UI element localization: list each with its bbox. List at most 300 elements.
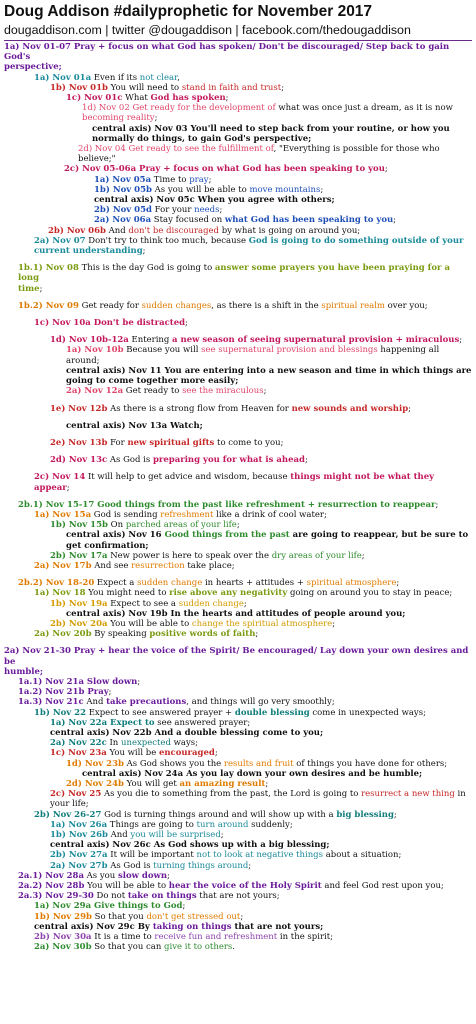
outline-line xyxy=(4,124,472,134)
outline-text: New power is here to speak over the xyxy=(107,550,272,561)
outline-line xyxy=(4,144,472,154)
outline-line xyxy=(4,609,472,619)
outline-text: ; xyxy=(142,246,146,257)
outline-text: ; xyxy=(263,386,267,397)
outline-line xyxy=(4,455,472,465)
outline-text: sudden change xyxy=(178,598,244,609)
outline-text: going on around you to stay in peace; xyxy=(287,588,453,599)
outline-line xyxy=(4,708,472,718)
outline-text: resurrect a new thing xyxy=(361,789,455,800)
outline-text: 1c) Nov 01c xyxy=(66,93,123,104)
outline-text: are going to reappear, but be sure to xyxy=(289,530,469,541)
outline-text: new sounds and worship xyxy=(291,403,409,414)
outline-line xyxy=(4,759,472,769)
outline-text: You will get xyxy=(123,779,180,789)
outline-text: 2d) Nov 04 Get ready to see the fulfillment of xyxy=(78,144,274,155)
outline-text: 1b) Nov 15b xyxy=(50,520,108,531)
outline-text: resurrection xyxy=(131,560,185,571)
outline-text: God is sending xyxy=(91,509,161,520)
outline-text: 1b) Nov 19a xyxy=(50,598,108,609)
outline-line xyxy=(4,738,472,748)
outline-text: ; xyxy=(393,215,397,226)
outline-text: As God is xyxy=(107,860,154,871)
outline-line xyxy=(4,728,472,738)
spacer xyxy=(4,414,472,421)
outline-text: 2a) Nov 27b xyxy=(50,860,108,871)
outline-line xyxy=(4,335,472,345)
outline-text: ; xyxy=(332,618,336,629)
outline-text: sudden changes xyxy=(141,300,212,311)
outline-text: in xyxy=(454,789,466,800)
outline-text: 1e) Nov 12b xyxy=(50,403,108,414)
outline-text: sudden change xyxy=(137,578,203,589)
spacer xyxy=(4,431,472,438)
outline-text: don't be discouraged xyxy=(128,225,219,236)
outline-text: your life; xyxy=(50,799,89,810)
outline-line xyxy=(4,376,472,386)
outline-text: like a drink of cool water; xyxy=(213,509,327,520)
outline-text: You might need to xyxy=(85,588,170,599)
outline-text: by what is going on around you; xyxy=(219,225,361,236)
outline-line xyxy=(4,820,472,830)
outline-line xyxy=(4,830,472,840)
outline-text: ; xyxy=(265,779,269,789)
outline-text: As God is xyxy=(107,455,153,466)
outline-line xyxy=(4,113,472,123)
outline-line xyxy=(4,134,472,144)
outline-line xyxy=(4,942,472,952)
outline-text: ; xyxy=(304,455,308,466)
outline-text: As there is a strong flow from Heaven for xyxy=(107,403,292,414)
outline-text: central axis) Nov 03 You'll need to step back from your routine, or how you xyxy=(92,123,450,134)
outline-text: Do not xyxy=(93,891,128,902)
outline-text: Expect a xyxy=(94,578,138,589)
outline-line xyxy=(4,687,472,697)
outline-line xyxy=(4,561,472,571)
outline-text: ; xyxy=(66,482,70,493)
outline-line xyxy=(4,922,472,932)
outline-line xyxy=(4,677,472,687)
outline-text: 2a.3) Nov 29-30 xyxy=(18,891,94,902)
outline-text: 1a.2) Nov 21b Pray xyxy=(18,687,109,698)
outline-text: you will be surprised xyxy=(130,830,221,841)
outline-text: ; xyxy=(255,629,259,640)
outline-line xyxy=(4,404,472,414)
outline-line xyxy=(4,520,472,530)
outline-text: ; xyxy=(240,911,244,922)
outline-line xyxy=(4,748,472,758)
outline-line xyxy=(4,356,472,366)
outline-text: On xyxy=(107,520,126,531)
outline-line xyxy=(4,62,472,72)
outline-text: of things you have done for others; xyxy=(293,758,448,769)
outline-line xyxy=(4,551,472,561)
outline-text: Entering xyxy=(128,335,173,346)
outline-text: And xyxy=(83,697,107,708)
outline-text: 2a.2) Nov 28b xyxy=(18,881,85,892)
outline-text: ; xyxy=(154,113,158,124)
outline-text: 2c) Nov 14 xyxy=(34,472,86,483)
outline-line xyxy=(4,226,472,236)
outline-line xyxy=(4,861,472,871)
outline-text: encouraged xyxy=(158,748,215,759)
outline-text: don't get stressed out xyxy=(146,911,241,922)
outline-text: 1a) Nov 29a Give things to God xyxy=(34,901,183,912)
outline-line xyxy=(4,646,472,666)
outline-line xyxy=(4,779,472,789)
outline-text: 2b) Nov 05d xyxy=(94,205,152,216)
outline-text: central axis) Nov 16 xyxy=(66,530,165,541)
outline-text: time xyxy=(18,283,40,294)
outline-text: You will be xyxy=(106,748,159,759)
outline-line xyxy=(4,42,472,62)
outline-line xyxy=(4,421,472,431)
outline-text: turn around xyxy=(196,819,249,830)
outline-text: change the spiritual atmosphere xyxy=(191,618,333,629)
outline-text: ; xyxy=(220,830,224,841)
outline-text: 2b.1) Nov 15-17 Good things from the past like refreshment + resurrection to reappear xyxy=(18,499,436,510)
outline-text: 1d) Nov 02 Get ready for the development of xyxy=(82,103,276,114)
outline-text: 1d) Nov 23b xyxy=(66,758,124,769)
outline-text: ; xyxy=(320,184,324,195)
outline-text: central axis) Nov 29c By xyxy=(34,921,153,932)
spacer xyxy=(4,397,472,404)
outline-text: give it to others xyxy=(164,942,233,953)
outline-text: 1a) Nov 18 xyxy=(34,588,86,599)
outline-line xyxy=(4,840,472,850)
outline-text: God is going to do something outside of your xyxy=(248,235,464,246)
outline-text: 2b.2) Nov 18-20 xyxy=(18,578,95,589)
outline-text: Time to xyxy=(151,174,190,185)
outline-text: You will be able to xyxy=(84,881,169,892)
spacer xyxy=(4,294,472,301)
outline-text: spiritual realm xyxy=(321,300,385,311)
outline-text: 2b) Nov 30a xyxy=(34,932,92,943)
outline-line xyxy=(4,83,472,93)
outline-line xyxy=(4,912,472,922)
outline-text: And see xyxy=(91,560,132,571)
outline-line xyxy=(4,850,472,860)
outline-line xyxy=(4,154,472,164)
outline-text: ; xyxy=(248,860,252,871)
outline-text: needs xyxy=(194,205,220,216)
outline-text: This is the day God is going to xyxy=(78,263,215,274)
outline-text: ; xyxy=(137,676,141,687)
outline-text: God has spoken xyxy=(150,93,226,104)
outline-text: central axis) Nov 26c As God shows up with a big blessing; xyxy=(50,840,330,851)
outline-text: refreshment xyxy=(160,509,214,520)
outline-text: spiritual atmosphere xyxy=(306,578,397,589)
outline-line xyxy=(4,541,472,551)
outline-text: ; xyxy=(219,205,223,216)
outline-line xyxy=(4,175,472,185)
outline-line xyxy=(4,500,472,510)
outline-line xyxy=(4,366,472,376)
outline-text: ; xyxy=(393,809,397,820)
outline-line xyxy=(4,195,472,205)
outline-line xyxy=(4,246,472,256)
outline-text: in hearts + attitudes + xyxy=(202,578,307,589)
outline-text: and feel God rest upon you; xyxy=(321,881,444,892)
outline-text: 2a.1) Nov 28a xyxy=(18,870,84,881)
outline-text: see answered prayer; xyxy=(154,717,251,728)
outline-text: Expect to see answered prayer + xyxy=(86,707,235,718)
outline-line xyxy=(4,345,472,355)
outline-text: 2a) Nov 17b xyxy=(34,560,92,571)
outline-text: 2c) Nov 25 xyxy=(50,789,102,800)
outline-text: And xyxy=(107,830,131,841)
outline-text: normally do things, to gain God's perspective; xyxy=(92,133,312,144)
outline-text: to come to you; xyxy=(214,437,284,448)
outline-text: what was once just a dream, as it is now xyxy=(275,103,453,114)
outline-line xyxy=(4,73,472,83)
outline-text: ; xyxy=(384,164,388,175)
outline-text: believe;" xyxy=(78,154,116,165)
outline-line xyxy=(4,318,472,328)
outline-text: that are not yours; xyxy=(196,891,280,902)
outline-text: current understanding xyxy=(34,246,143,257)
outline-text: see supernatural provision and blessings xyxy=(201,345,378,356)
spacer xyxy=(4,493,472,500)
outline-text: ; xyxy=(236,520,240,531)
outline-text: As you will be able to xyxy=(151,184,250,195)
outline-text: ; xyxy=(39,283,43,294)
outline-line xyxy=(4,185,472,195)
outline-text: ; xyxy=(108,687,112,698)
outline-text: ; xyxy=(243,598,247,609)
outline-text: 2a) Nov 22c xyxy=(50,738,107,749)
outline-text: ; xyxy=(225,93,229,104)
outline-text: stand in faith and trust xyxy=(181,82,282,93)
outline-text: 2b) Nov 26-27 xyxy=(34,809,102,820)
outline-text: 1c) Nov 23a xyxy=(50,748,107,759)
outline-text: around; xyxy=(66,355,100,366)
outline-text: unexpected xyxy=(121,738,171,749)
outline-text: Good things from the past xyxy=(164,530,290,541)
outline-text: . xyxy=(232,942,235,953)
outline-text: , "Everything is possible for those who xyxy=(273,144,440,155)
outline-text: suddenly; xyxy=(248,819,293,830)
outline-text: ; xyxy=(182,901,186,912)
outline-text: And xyxy=(105,225,129,236)
outline-text: in the spirit; xyxy=(277,932,334,943)
outline-text: turning things around xyxy=(153,860,249,871)
outline-line xyxy=(4,881,472,891)
outline-line xyxy=(4,530,472,540)
outline-line xyxy=(4,667,472,677)
outline-text: As you die to something from the past, the Lord is going to xyxy=(101,789,362,800)
outline-text: ; xyxy=(281,82,285,93)
outline-text: It will be important xyxy=(107,850,197,861)
outline-text: 1a.1) Nov 21a Slow down xyxy=(18,676,138,687)
outline-text: not to look at negative things xyxy=(196,850,323,861)
outline-text: 1b) Nov 05b xyxy=(94,184,152,195)
outline-line xyxy=(4,629,472,639)
outline-text: an amazing result xyxy=(179,779,266,789)
outline-line xyxy=(4,236,472,246)
outline-text: positive words of faith xyxy=(149,629,256,640)
outline-text: central axis) Nov 19b In the hearts and attitudes of people around you; xyxy=(66,608,406,619)
outline-text: come in unexpected ways; xyxy=(309,707,426,718)
outline-text: central axis) Nov 11 You are entering into a new season and time in which things are xyxy=(66,365,472,376)
outline-text: Expect to see a xyxy=(107,598,179,609)
outline-text: , and things will go very smoothly; xyxy=(186,697,335,708)
outline-text: 1b) Nov 22 xyxy=(34,707,87,718)
outline-text: receive fun and refreshment xyxy=(154,932,278,943)
outline-text: 1b) Nov 01b xyxy=(50,82,108,93)
outline-line xyxy=(4,619,472,629)
outline-text: 2a) Nov 30b xyxy=(34,942,92,953)
outline-text: 2b) Nov 06b xyxy=(48,225,106,236)
outline-text: 1b.2) Nov 09 xyxy=(18,300,79,311)
outline-line xyxy=(4,472,472,492)
outline-text: ; xyxy=(361,550,365,561)
outline-text: ; xyxy=(214,748,218,759)
outline-text: 1a) Nov 10b xyxy=(66,345,124,356)
outline-text: 1a) Nov 15a xyxy=(34,509,92,520)
outline-text: take on things xyxy=(127,891,197,902)
outline-text: 2c) Nov 05-06a Pray + focus on what God has been speaking to you xyxy=(64,164,385,175)
outline-text: take place; xyxy=(184,560,235,571)
outline-text: what God has been speaking to you xyxy=(224,215,394,226)
outline-line xyxy=(4,871,472,881)
outline-text: 2b) Nov 27a xyxy=(50,850,108,861)
outline-text: see the miraculous xyxy=(182,386,264,397)
outline-text: results and fruit xyxy=(223,758,294,769)
outline-line xyxy=(4,301,472,311)
outline-text: slow down xyxy=(117,870,168,881)
outline-text: For your xyxy=(151,205,195,216)
outline-line xyxy=(4,769,472,779)
outline-text: It will help to get advice and wisdom, because xyxy=(85,472,291,483)
outline-line xyxy=(4,891,472,901)
outline-text: 2d) Nov 13c xyxy=(50,455,108,466)
outline-line xyxy=(4,599,472,609)
outline-text: ; xyxy=(185,318,188,329)
page-title: Doug Addison #dailyprophetic for November 2017 xyxy=(4,3,373,20)
outline-text: big blessing xyxy=(336,809,394,820)
outline-line xyxy=(4,697,472,707)
outline-text: humble; xyxy=(4,666,44,677)
outline-text: God is turning things around and will show up with a xyxy=(101,809,337,820)
outline-line xyxy=(4,901,472,911)
outline-text: Things are going to xyxy=(107,819,197,830)
outline-text: 2a) Nov 12a xyxy=(66,386,124,397)
outline-text: over you; xyxy=(384,300,428,311)
outline-line xyxy=(4,789,472,799)
outline-text: So that you xyxy=(91,911,147,922)
outline-text: rise above any negativity xyxy=(169,588,288,599)
outline-text: It is a time to xyxy=(91,932,155,943)
outline-text: 1a) Nov 01a xyxy=(34,72,92,83)
outline-text: 1b) Nov 26b xyxy=(50,830,108,841)
outline-line xyxy=(4,932,472,942)
outline-line xyxy=(4,810,472,820)
outline-text: that are not yours; xyxy=(231,921,324,932)
outline-line xyxy=(4,284,472,294)
outline-text: 1a) Nov 26a xyxy=(50,819,108,830)
outline-line xyxy=(4,799,472,809)
outline-text: dry areas of your life xyxy=(271,550,362,561)
outline-text: ; xyxy=(167,870,170,881)
outline-text: By speaking xyxy=(91,629,150,640)
outline-text: Get ready for xyxy=(78,300,142,311)
header-divider xyxy=(4,40,472,41)
outline-text: Stay focused on xyxy=(151,215,225,226)
outline-text: 2d) Nov 24b xyxy=(66,779,124,789)
outline-text: In xyxy=(106,738,121,749)
outline-text: ; xyxy=(208,174,212,185)
outline-text: 1b) Nov 29b xyxy=(34,911,92,922)
outline-text: 1a) Nov 01-07 Pray + focus on what God has spoken/ Don't be discouraged/ Step back to gain God's xyxy=(4,42,450,63)
outline-text: double blessing xyxy=(234,707,310,718)
outline-text: ; xyxy=(408,403,412,414)
outline-text: You will be able to xyxy=(107,618,192,629)
outline-line xyxy=(4,438,472,448)
outline-text: take precautions xyxy=(106,697,187,708)
outline-text: ; xyxy=(435,499,439,510)
outline-text: becoming reality xyxy=(82,113,155,124)
outline-text: get confirmation; xyxy=(66,540,149,551)
outline-text: going to come together more easily; xyxy=(66,376,239,387)
outline-text: Because you will xyxy=(123,345,202,356)
outline-text: 1c) Nov 10a Don't be distracted xyxy=(34,318,186,329)
outline-text: 2e) Nov 13b xyxy=(50,437,108,448)
outline-text: happening all xyxy=(377,345,440,356)
outline-text: pray xyxy=(189,174,209,185)
outline-text: What xyxy=(122,93,151,104)
outline-text: As you xyxy=(83,870,118,881)
outline-text: So that you can xyxy=(91,942,165,953)
outline-text: 1a) Nov 05a xyxy=(94,174,152,185)
outline-text: 1a.3) Nov 21c xyxy=(18,697,84,708)
outline-text: move mountains xyxy=(249,184,321,195)
outline-line xyxy=(4,718,472,728)
outline-text: 1b.1) Nov 08 xyxy=(18,263,79,274)
outline-line xyxy=(4,588,472,598)
outline-text: 1a) Nov 22a Expect to xyxy=(50,717,155,728)
outline-text: For xyxy=(107,437,128,448)
outline-line xyxy=(4,103,472,113)
outline-line xyxy=(4,578,472,588)
outline-line xyxy=(4,263,472,283)
outline-text: not clear xyxy=(139,72,178,83)
outline-line xyxy=(4,215,472,225)
outline-text: central axis) Nov 24a As you lay down your own desires and be humble; xyxy=(82,768,423,779)
outline-text: hear the voice of the Holy Spirit xyxy=(168,881,322,892)
outline-line xyxy=(4,386,472,396)
outline-text: 2a) Nov 06a xyxy=(94,215,152,226)
outline-line xyxy=(4,164,472,174)
outline-text: Get ready to xyxy=(123,386,183,397)
outline-text: central axis) Nov 05c When you agree with others; xyxy=(94,195,335,206)
outline-line xyxy=(4,205,472,215)
outline-text: preparing you for what is ahead xyxy=(152,455,305,466)
outline-text: Even if its xyxy=(91,72,140,83)
outline-text: ; xyxy=(396,578,400,589)
outline-line xyxy=(4,510,472,520)
outline-text: ways; xyxy=(170,738,198,749)
outline-text: , xyxy=(177,72,180,83)
outline-text: 1d) Nov 10b-12a xyxy=(50,335,129,346)
outline-text: You will need to xyxy=(107,82,182,93)
outline-text: Don't try to think too much, because xyxy=(85,235,249,246)
outline-text: central axis) Nov 13a Watch; xyxy=(66,420,203,431)
outline-text: ; xyxy=(459,335,463,346)
outline-text: 2b) Nov 17a xyxy=(50,550,108,561)
outline-text: central axis) Nov 22b And a double blessing come to you; xyxy=(50,727,324,738)
outline-text: As God shows you the xyxy=(123,758,224,769)
